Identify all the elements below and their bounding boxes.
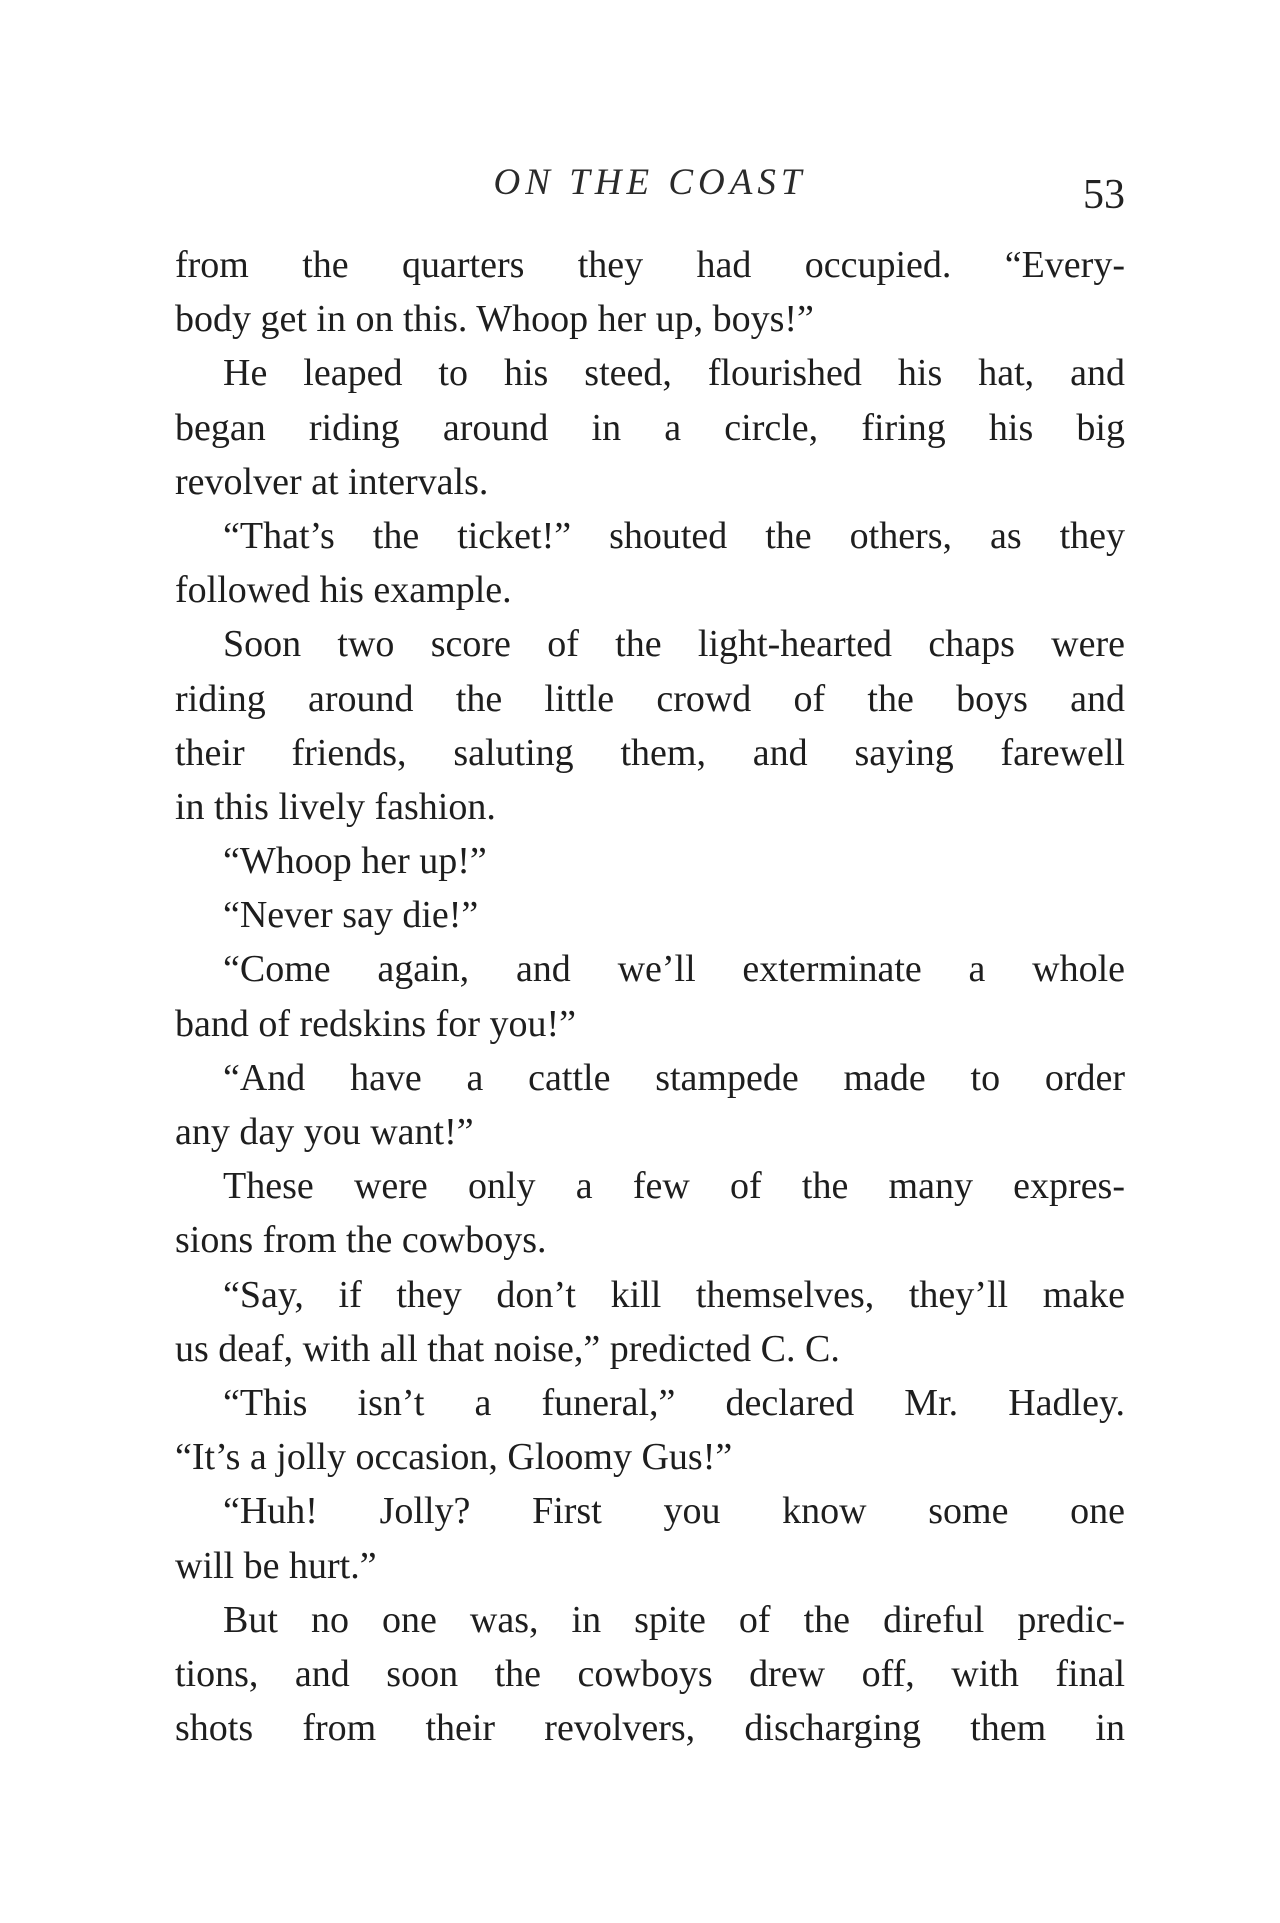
text-line: us deaf, with all that noise,” predicted C. C. [175, 1327, 840, 1370]
text-line: “Never say die!” [223, 894, 479, 937]
text-line: any day you want!” [175, 1111, 474, 1153]
page-number: 53 [1083, 172, 1125, 218]
text-line: began riding around in a circle, firing his big [175, 406, 1125, 449]
text-line: But no one was, in spite of the direful predic- [223, 1598, 1125, 1641]
body-text [175, 238, 1125, 1755]
text-line: riding around the little crowd of the boys and [175, 677, 1125, 720]
text-line: body get in on this. Whoop her up, boys!” [175, 298, 814, 341]
text-line: “This isn’t a funeral,” declared Mr. Hadley. [223, 1381, 1125, 1424]
text-line: revolver at intervals. [175, 460, 489, 503]
text-line: These were only a few of the many expres- [223, 1165, 1125, 1208]
text-line: will be hurt.” [175, 1544, 377, 1587]
text-line: sions from the cowboys. [175, 1219, 547, 1262]
text-line: from the quarters they had occupied. “Every- [175, 244, 1125, 286]
text-line: “Whoop her up!” [223, 840, 487, 883]
text-line: tions, and soon the cowboys drew off, with final [175, 1652, 1125, 1695]
text-line: shots from their revolvers, discharging them in [175, 1707, 1125, 1750]
text-line: “Say, if they don’t kill themselves, they’ll make [223, 1273, 1125, 1316]
text-line: band of redskins for you!” [175, 1002, 577, 1045]
running-title: ON THE COAST [493, 162, 807, 203]
text-line: “Huh! Jolly? First you know some one [223, 1490, 1125, 1533]
text-line: their friends, saluting them, and saying farewell [175, 731, 1125, 774]
text-line: “Come again, and we’ll exterminate a whole [223, 948, 1125, 991]
text-line: “That’s the ticket!” shouted the others, as they [223, 514, 1125, 557]
running-head [175, 158, 1125, 218]
text-line: “And have a cattle stampede made to order [223, 1056, 1125, 1099]
text-line: followed his example. [175, 569, 512, 612]
text-line: in this lively fashion. [175, 785, 496, 828]
text-line: Soon two score of the light-hearted chaps were [223, 623, 1125, 666]
text-line: “It’s a jolly occasion, Gloomy Gus!” [175, 1436, 733, 1479]
text-line: He leaped to his steed, flourished his hat, and [223, 352, 1125, 395]
